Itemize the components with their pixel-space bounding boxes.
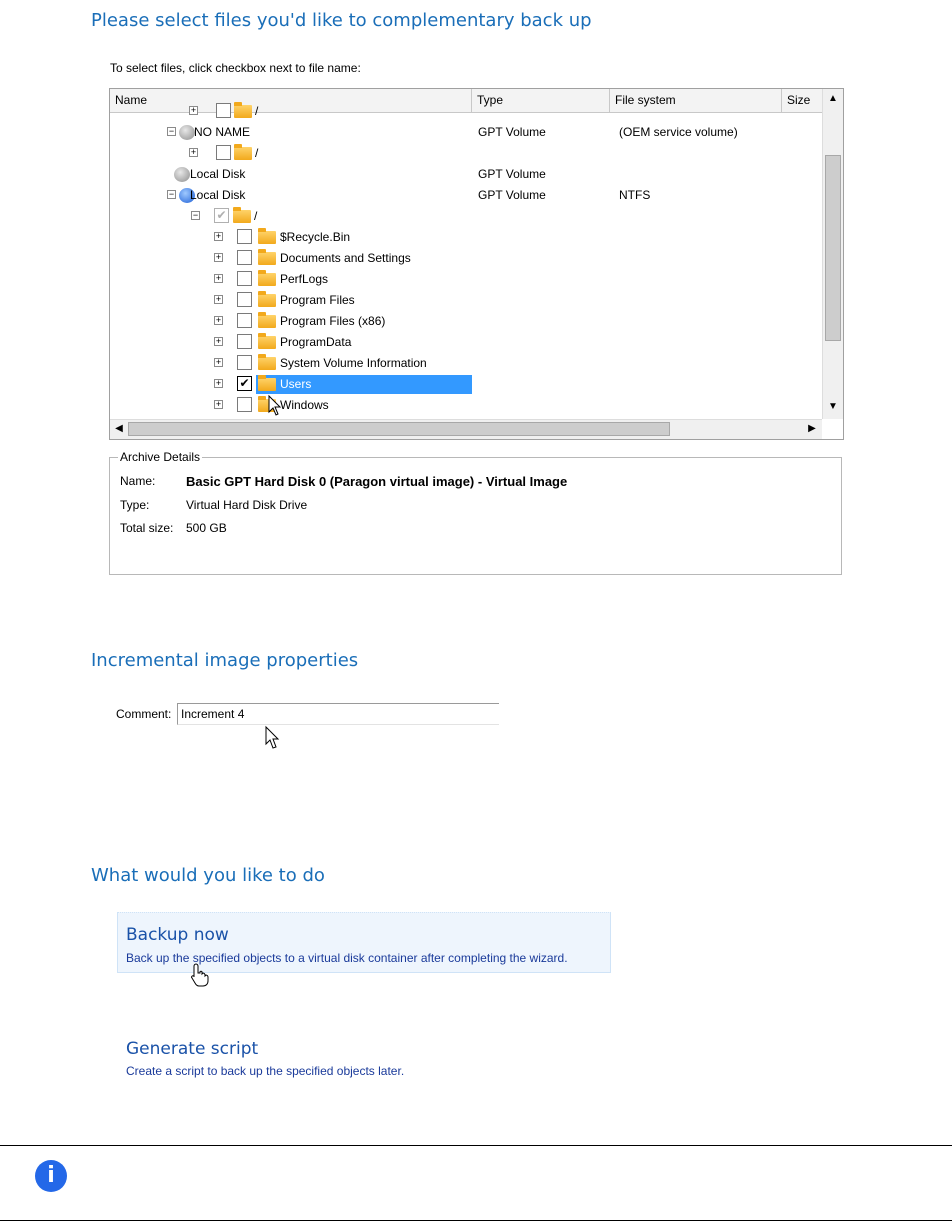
disk-icon <box>179 125 195 140</box>
row-name: Local Disk <box>190 167 246 181</box>
row-name: Program Files (x86) <box>280 314 386 328</box>
folder-icon <box>258 273 276 286</box>
row-name: System Volume Information <box>280 356 427 370</box>
row-name: NO NAME <box>194 125 251 139</box>
tree-row[interactable] <box>110 206 822 227</box>
details-size-label: Total size: <box>120 521 174 535</box>
tree-row[interactable] <box>110 185 822 206</box>
select-files-title: Please select files you'd like to complementary back up <box>91 10 592 31</box>
details-type-value: Virtual Hard Disk Drive <box>186 498 308 512</box>
row-name: Local Disk <box>190 188 246 202</box>
horizontal-scroll-thumb[interactable] <box>128 422 670 436</box>
column-size[interactable]: Size <box>787 93 811 107</box>
row-checkbox[interactable] <box>237 355 252 370</box>
row-name: Users <box>280 377 312 391</box>
tree-row[interactable] <box>110 248 822 269</box>
details-type-label: Type: <box>120 498 150 512</box>
collapse-icon[interactable]: − <box>192 210 199 220</box>
collapse-icon[interactable]: − <box>168 189 175 199</box>
details-name-value: Basic GPT Hard Disk 0 (Paragon virtual image) - Virtual Image <box>186 474 568 489</box>
expand-icon[interactable]: + <box>215 294 222 304</box>
row-checkbox-checked[interactable]: ✔ <box>237 376 252 391</box>
folder-icon <box>258 336 276 349</box>
details-name-label: Name: <box>120 474 156 488</box>
expand-icon[interactable]: + <box>215 378 222 388</box>
tree-row[interactable] <box>110 269 822 290</box>
note-divider-bottom <box>0 1220 952 1221</box>
file-tree[interactable] <box>109 88 844 440</box>
comment-input[interactable] <box>177 703 499 725</box>
expand-icon[interactable]: + <box>215 273 222 283</box>
folder-icon <box>258 315 276 328</box>
row-name: Documents and Settings <box>280 251 411 265</box>
comment-label: Comment: <box>116 707 172 721</box>
folder-icon <box>234 105 252 118</box>
generate-script-description: Create a script to back up the specified objects later. <box>126 1064 405 1078</box>
note-divider-top <box>0 1145 952 1146</box>
backup-now-title[interactable]: Backup now <box>126 925 229 945</box>
expand-icon[interactable]: + <box>215 357 222 367</box>
incremental-title: Incremental image properties <box>91 650 359 671</box>
tree-row[interactable] <box>110 122 822 143</box>
tree-row[interactable] <box>110 164 822 185</box>
folder-icon <box>258 378 276 391</box>
expand-icon[interactable]: + <box>190 105 197 115</box>
row-type: GPT Volume <box>478 188 546 202</box>
row-name: PerfLogs <box>280 272 329 286</box>
expand-icon[interactable]: + <box>215 399 222 409</box>
row-type: GPT Volume <box>478 125 546 139</box>
tree-row[interactable] <box>110 311 822 332</box>
row-name: Windows <box>280 398 329 412</box>
row-checkbox[interactable] <box>237 250 252 265</box>
column-file-system[interactable]: File system <box>610 89 782 112</box>
vertical-scroll-thumb[interactable] <box>825 155 841 341</box>
tree-row[interactable] <box>110 101 822 122</box>
select-instruction: To select files, click checkbox next to file name: <box>110 61 361 75</box>
scroll-up-icon[interactable]: ▲ <box>828 93 838 104</box>
tree-row-selected[interactable] <box>110 374 822 395</box>
details-size-value: 500 GB <box>186 521 227 535</box>
hand-pointer-icon <box>190 963 210 987</box>
column-name[interactable]: Name <box>110 89 472 112</box>
expand-icon[interactable]: + <box>215 336 222 346</box>
row-checkbox[interactable]: ✔ <box>214 208 229 223</box>
row-checkbox[interactable] <box>237 334 252 349</box>
generate-script-title[interactable]: Generate script <box>126 1039 259 1059</box>
tree-row[interactable] <box>110 332 822 353</box>
row-checkbox[interactable] <box>237 313 252 328</box>
row-name: ProgramData <box>280 335 352 349</box>
row-name: / <box>255 104 259 118</box>
row-checkbox[interactable] <box>237 271 252 286</box>
row-name: / <box>255 146 259 160</box>
row-name: Program Files <box>280 293 355 307</box>
row-checkbox[interactable] <box>237 292 252 307</box>
tree-row[interactable] <box>110 227 822 248</box>
mouse-pointer-icon <box>268 395 282 417</box>
scroll-left-icon[interactable]: ◀ <box>115 423 123 434</box>
row-name: $Recycle.Bin <box>280 230 351 244</box>
row-fs: (OEM service volume) <box>619 125 738 139</box>
row-name: / <box>254 209 258 223</box>
horizontal-scrollbar[interactable] <box>110 419 822 439</box>
folder-icon <box>258 231 276 244</box>
tree-rows <box>110 104 822 420</box>
folder-icon <box>258 294 276 307</box>
backup-now-description: Back up the specified objects to a virtual disk container after completing the wizard. <box>126 951 568 965</box>
expand-icon[interactable]: + <box>215 231 222 241</box>
info-icon: i <box>35 1160 67 1192</box>
row-checkbox[interactable] <box>216 103 231 118</box>
expand-icon[interactable]: + <box>215 315 222 325</box>
tree-row[interactable] <box>110 290 822 311</box>
vertical-scrollbar[interactable] <box>822 89 843 419</box>
folder-icon <box>258 252 276 265</box>
column-type[interactable]: Type <box>472 89 610 112</box>
row-type: GPT Volume <box>478 167 546 181</box>
scroll-right-icon[interactable]: ▶ <box>808 423 816 434</box>
expand-icon[interactable]: + <box>215 252 222 262</box>
row-fs: NTFS <box>619 188 651 202</box>
folder-icon <box>233 210 251 223</box>
row-checkbox[interactable] <box>216 145 231 160</box>
mouse-pointer-icon <box>265 726 281 750</box>
scroll-down-icon[interactable]: ▼ <box>828 401 838 412</box>
row-checkbox[interactable] <box>237 229 252 244</box>
tree-row[interactable] <box>110 143 822 164</box>
disk-icon <box>174 167 190 182</box>
expand-icon[interactable]: + <box>190 147 197 157</box>
folder-icon <box>258 357 276 370</box>
tree-row[interactable] <box>110 395 822 416</box>
row-checkbox[interactable] <box>237 397 252 412</box>
action-title: What would you like to do <box>91 865 325 886</box>
collapse-icon[interactable]: − <box>168 126 175 136</box>
tree-row[interactable] <box>110 353 822 374</box>
archive-details-legend: Archive Details <box>120 450 201 464</box>
folder-icon <box>234 147 252 160</box>
